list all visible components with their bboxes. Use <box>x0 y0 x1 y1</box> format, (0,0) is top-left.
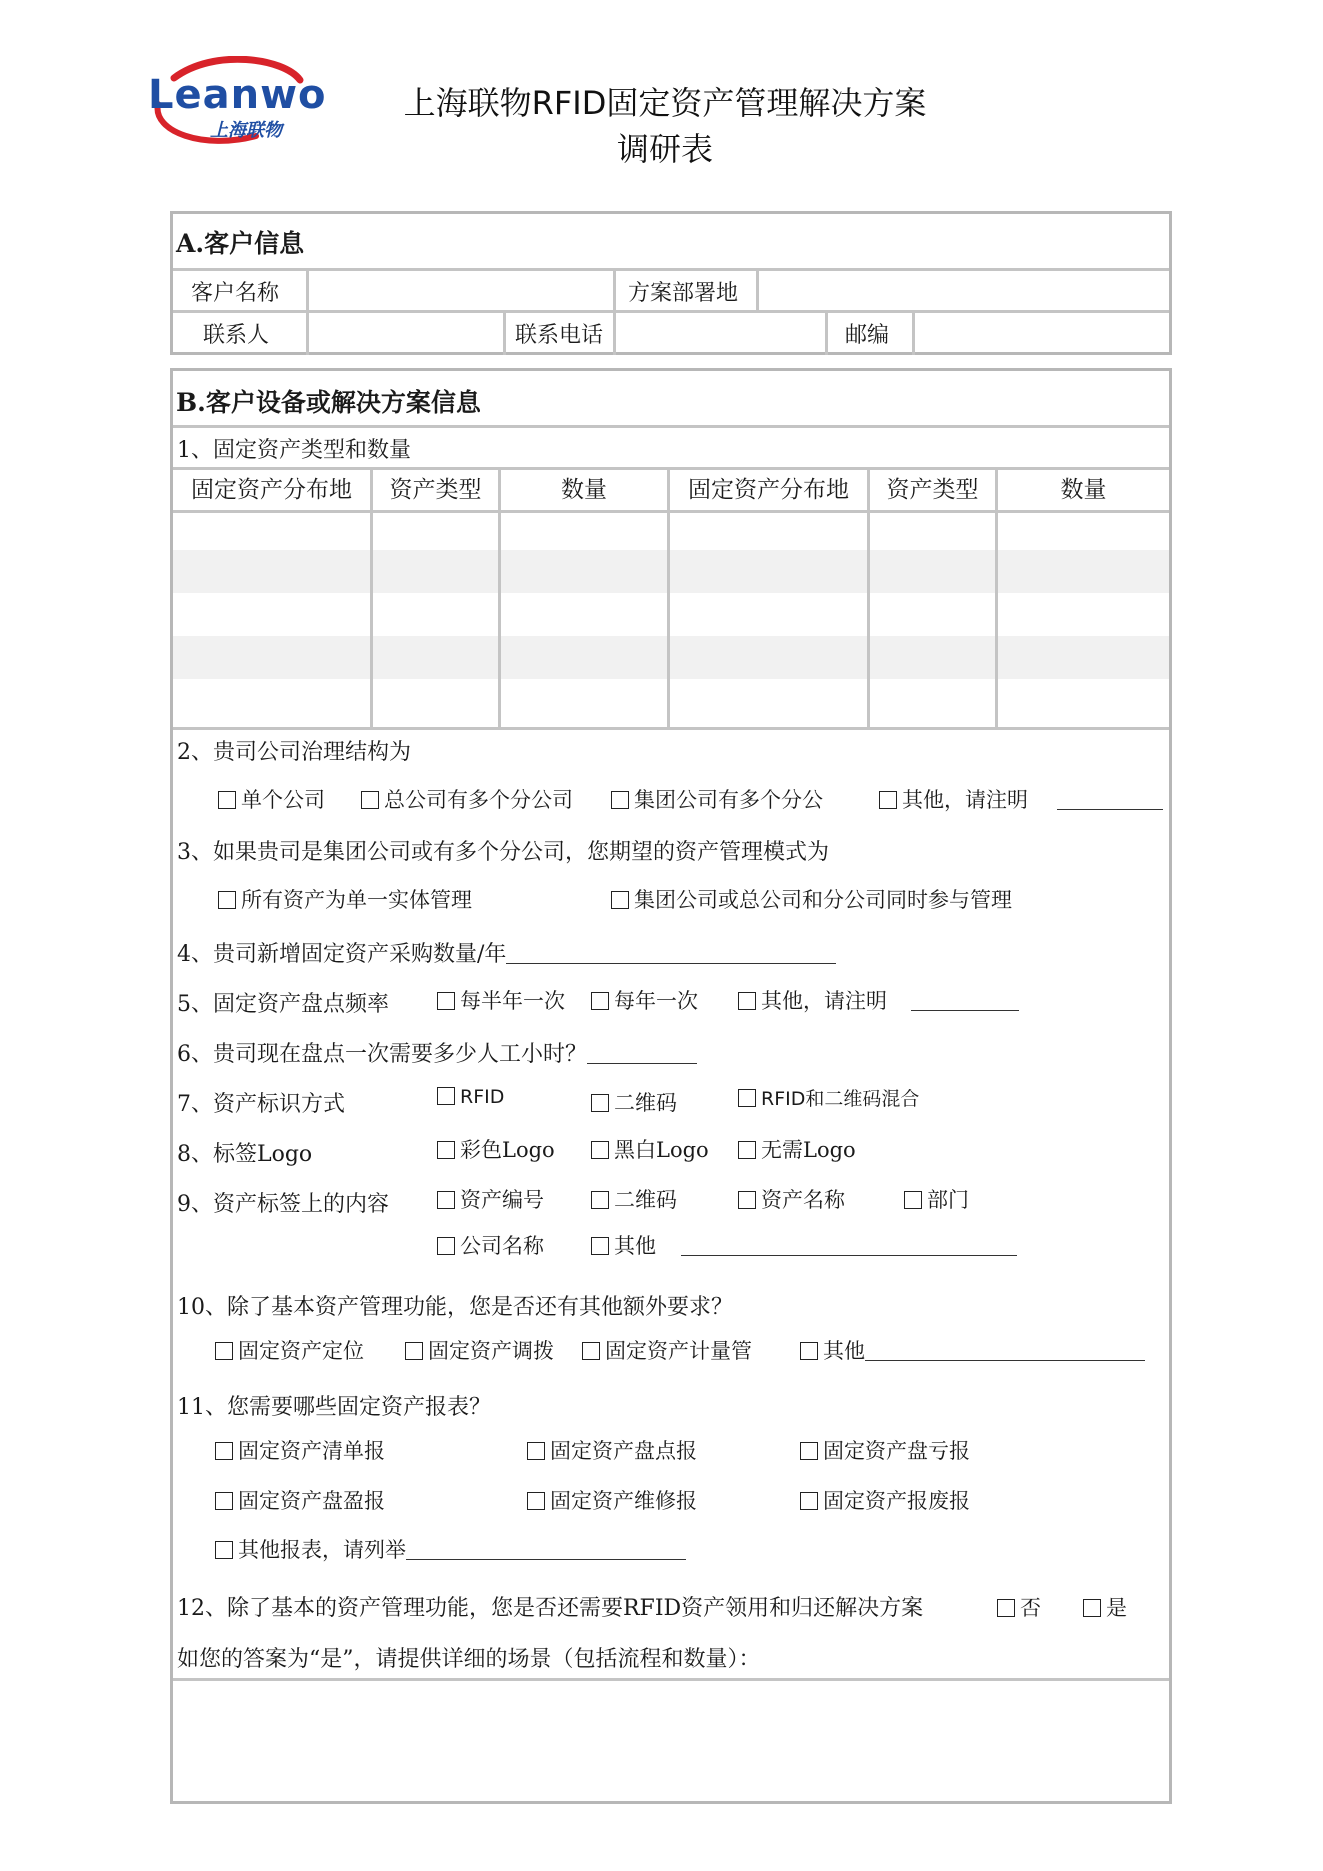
question-12-note: 如您的答案为“是”，请提供详细的场景（包括流程和数量）： <box>177 1647 761 1672</box>
field-deploy-site[interactable] <box>760 271 1165 308</box>
question-9: 9、资产标签上的内容 <box>177 1192 389 1217</box>
company-logo <box>144 56 327 148</box>
option-asset-location[interactable]: 固定资产定位 <box>215 1335 364 1365</box>
question-6: 6、贵司现在盘点一次需要多少人工小时？ <box>177 1037 697 1068</box>
table-header-location: 固定资产分布地 <box>191 477 352 503</box>
field-postcode[interactable] <box>916 313 1164 351</box>
checkbox[interactable] <box>879 791 897 809</box>
checkbox[interactable] <box>405 1342 423 1360</box>
question-3: 3、如果贵司是集团公司或有多个分公司，您期望的资产管理模式为 <box>177 840 829 865</box>
question-7: 7、资产标识方式 <box>177 1092 345 1117</box>
checkbox[interactable] <box>591 1191 609 1209</box>
checkbox[interactable] <box>361 791 379 809</box>
field-q4[interactable] <box>506 943 836 964</box>
title-line-2: 调研表 <box>616 130 713 168</box>
field-q5-other[interactable] <box>911 990 1019 1011</box>
checkbox[interactable] <box>527 1492 545 1510</box>
label-deploy-site: 方案部署地 <box>628 281 739 306</box>
checkbox[interactable] <box>800 1342 818 1360</box>
option-report-repair[interactable]: 固定资产维修报 <box>527 1485 697 1515</box>
option-department[interactable]: 部门 <box>904 1184 969 1214</box>
option-joint-management[interactable]: 集团公司或总公司和分公司同时参与管理 <box>611 884 1012 914</box>
checkbox[interactable] <box>1083 1599 1101 1617</box>
option-report-scrap[interactable]: 固定资产报废报 <box>800 1485 970 1515</box>
label-phone: 联系电话 <box>515 323 604 348</box>
field-report-other[interactable] <box>406 1539 686 1560</box>
table-header-quantity-2: 数量 <box>1060 477 1107 503</box>
label-postcode: 邮编 <box>845 323 890 348</box>
label-customer-name: 客户名称 <box>191 281 280 306</box>
section-a-heading: A.客户信息 <box>176 229 305 258</box>
title-line-1: 上海联物RFID固定资产管理解决方案 <box>403 84 927 122</box>
question-4: 4、贵司新增固定资产采购数量/年 <box>177 937 836 968</box>
option-semiannual[interactable]: 每半年一次 <box>437 985 565 1015</box>
asset-table <box>173 470 1169 727</box>
checkbox[interactable] <box>591 1141 609 1159</box>
option-report-loss[interactable]: 固定资产盘亏报 <box>800 1435 970 1465</box>
table-header-asset-type-2: 资产类型 <box>886 477 979 503</box>
checkbox[interactable] <box>527 1442 545 1460</box>
field-q2-other[interactable] <box>1057 789 1163 810</box>
checkbox[interactable] <box>738 1191 756 1209</box>
field-customer-name[interactable] <box>310 271 610 308</box>
checkbox[interactable] <box>904 1191 922 1209</box>
option-report-other[interactable]: 其他报表，请列举 <box>215 1534 686 1564</box>
checkbox[interactable] <box>215 1541 233 1559</box>
checkbox[interactable] <box>215 1342 233 1360</box>
checkbox[interactable] <box>800 1492 818 1510</box>
table-header-quantity: 数量 <box>561 477 607 503</box>
option-report-surplus[interactable]: 固定资产盘盈报 <box>215 1485 385 1515</box>
checkbox[interactable] <box>215 1492 233 1510</box>
checkbox[interactable] <box>437 1237 455 1255</box>
option-asset-number[interactable]: 资产编号 <box>437 1184 544 1214</box>
question-11: 11、您需要哪些固定资产报表？ <box>177 1395 491 1420</box>
option-qrcode[interactable]: 二维码 <box>591 1087 677 1117</box>
option-bw-logo[interactable]: 黑白Logo <box>591 1134 709 1164</box>
option-group-branches[interactable]: 集团公司有多个分公 <box>611 784 823 814</box>
question-12: 12、除了基本的资产管理功能，您是否还需要RFID资产领用和归还解决方案 <box>177 1596 924 1621</box>
checkbox[interactable] <box>997 1599 1015 1617</box>
option-tag-qrcode[interactable]: 二维码 <box>591 1184 677 1214</box>
checkbox[interactable] <box>738 1089 756 1107</box>
section-b-heading: B.客户设备或解决方案信息 <box>176 388 481 417</box>
checkbox[interactable] <box>591 1094 609 1112</box>
checkbox[interactable] <box>218 791 236 809</box>
option-company-name[interactable]: 公司名称 <box>437 1230 544 1260</box>
checkbox[interactable] <box>591 992 609 1010</box>
checkbox[interactable] <box>218 891 236 909</box>
section-b-device-info <box>170 368 1172 1804</box>
checkbox[interactable] <box>611 791 629 809</box>
field-q6[interactable] <box>587 1043 697 1064</box>
question-8: 8、标签Logo <box>177 1142 313 1167</box>
logo-wordmark: Leanwo <box>148 72 327 118</box>
checkbox[interactable] <box>437 1087 455 1105</box>
option-q12-no[interactable]: 否 <box>997 1592 1041 1622</box>
question-5: 5、固定资产盘点频率 <box>177 992 389 1017</box>
option-q10-other[interactable]: 其他 <box>800 1335 1145 1365</box>
option-rfid-qrcode-mixed[interactable]: RFID和二维码混合 <box>738 1084 919 1111</box>
option-annual[interactable]: 每年一次 <box>591 985 698 1015</box>
document-title <box>340 80 990 172</box>
checkbox[interactable] <box>437 1191 455 1209</box>
field-contact[interactable] <box>310 313 470 351</box>
table-header-asset-type: 资产类型 <box>389 477 482 503</box>
option-q2-other[interactable]: 其他，请注明 <box>879 784 1028 814</box>
checkbox[interactable] <box>591 1237 609 1255</box>
option-single-company[interactable]: 单个公司 <box>218 784 325 814</box>
option-q9-other[interactable]: 其他 <box>591 1230 656 1260</box>
checkbox[interactable] <box>611 891 629 909</box>
option-no-logo[interactable]: 无需Logo <box>738 1134 856 1164</box>
option-q12-yes[interactable]: 是 <box>1083 1592 1127 1622</box>
option-asset-metering[interactable]: 固定资产计量管 <box>582 1335 752 1365</box>
checkbox[interactable] <box>215 1442 233 1460</box>
question-10: 10、除了基本资产管理功能，您是否还有其他额外要求？ <box>177 1295 733 1320</box>
checkbox[interactable] <box>437 992 455 1010</box>
label-contact: 联系人 <box>203 323 270 348</box>
question-2: 2、贵司公司治理结构为 <box>177 740 411 765</box>
option-report-list[interactable]: 固定资产清单报 <box>215 1435 385 1465</box>
section-a-customer-info <box>170 211 1172 355</box>
option-q5-other[interactable]: 其他，请注明 <box>738 985 887 1015</box>
checkbox[interactable] <box>738 1141 756 1159</box>
option-report-inventory[interactable]: 固定资产盘点报 <box>527 1435 697 1465</box>
checkbox[interactable] <box>738 992 756 1010</box>
field-q9-other[interactable] <box>681 1235 1017 1256</box>
field-q10-other[interactable] <box>865 1340 1145 1361</box>
option-asset-name[interactable]: 资产名称 <box>738 1184 845 1214</box>
option-asset-transfer[interactable]: 固定资产调拨 <box>405 1335 554 1365</box>
table-header-location-2: 固定资产分布地 <box>688 477 849 503</box>
option-single-entity[interactable]: 所有资产为单一实体管理 <box>218 884 472 914</box>
checkbox[interactable] <box>437 1141 455 1159</box>
question-1: 1、固定资产类型和数量 <box>177 438 411 463</box>
field-phone[interactable] <box>617 313 817 351</box>
checkbox[interactable] <box>582 1342 600 1360</box>
field-scenario-details[interactable] <box>175 1683 1165 1798</box>
option-hq-branches[interactable]: 总公司有多个分公司 <box>361 784 573 814</box>
option-rfid[interactable]: RFID <box>437 1084 504 1108</box>
option-color-logo[interactable]: 彩色Logo <box>437 1134 555 1164</box>
logo-subtitle: 上海联物 <box>210 120 282 141</box>
checkbox[interactable] <box>800 1442 818 1460</box>
